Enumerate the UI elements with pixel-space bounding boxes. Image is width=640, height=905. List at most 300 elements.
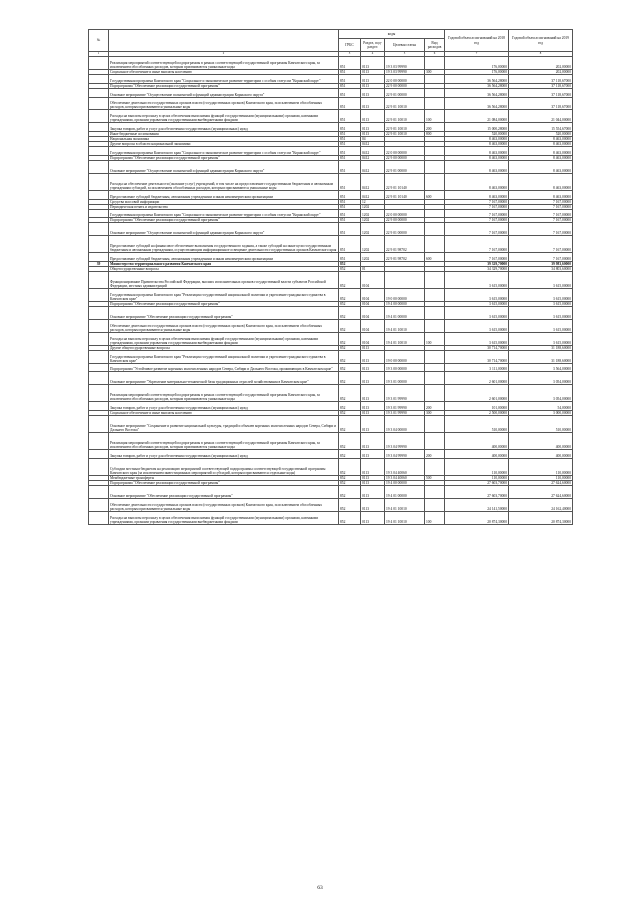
row-vid: 600	[425, 253, 445, 262]
row-number	[89, 307, 109, 320]
row-name: Государственная программа Камчатского края "Реализация государственной национальной политики и укрепление гражданского единства в Камчатском крае"	[109, 289, 339, 302]
row-grbs: 852	[339, 267, 361, 272]
row-name: Предоставление субсидий на финансовое обеспечение выполнения государственного задания, а также субсидий на иные цели государственным бюджетным и автономным учреждениям, осуществляющим информационное освещение деятельности государственных органов Камчатского края	[109, 236, 339, 253]
row-amount-2018: 34 329,70000	[445, 267, 509, 272]
row-number	[89, 190, 109, 199]
row-name: Подпрограмма "Обеспечение реализации государственной программы"	[109, 302, 339, 307]
row-vid: 100	[425, 511, 445, 524]
index-cell: 3	[339, 52, 361, 57]
row-grbs: 852	[339, 363, 361, 372]
row-amount-2018: 8 463,00000	[445, 142, 509, 147]
header-num: №	[89, 30, 109, 52]
row-number	[89, 110, 109, 123]
row-grbs: 851	[339, 155, 361, 160]
row-amount-2018: 20 874,30000	[445, 511, 509, 524]
row-amount-2018: 7 167,00000	[445, 236, 509, 253]
row-number	[89, 498, 109, 511]
row-number	[89, 511, 109, 524]
row-amount-2019: 54,00000	[509, 402, 573, 411]
row-number	[89, 350, 109, 363]
row-number	[89, 173, 109, 190]
index-cell: 4	[361, 52, 385, 57]
table-row	[89, 253, 573, 262]
row-grbs: 852	[339, 289, 361, 302]
row-vid: 200	[425, 450, 445, 459]
table-row	[89, 332, 573, 345]
row-name: Иные бюджетные ассигнования	[109, 132, 339, 137]
row-vid: 500	[425, 475, 445, 480]
row-razdel: 0104	[361, 289, 385, 302]
row-amount-2019: 3 615,00000	[509, 272, 573, 289]
header-codes: коды	[339, 30, 445, 39]
table-row	[89, 511, 573, 524]
row-amount-2018: 110,00000	[445, 475, 509, 480]
row-razdel: 1202	[361, 209, 385, 218]
row-name: Закупка товаров, работ и услуг для обеспечения государственных (муниципальных) нужд	[109, 450, 339, 459]
index-cell: 5	[385, 52, 425, 57]
row-amount-2018: 21 084,00000	[445, 110, 509, 123]
row-amount-2018: 8 463,00000	[445, 155, 509, 160]
row-number	[89, 74, 109, 83]
row-amount-2018: 176,00000	[445, 57, 509, 70]
row-grbs: 851	[339, 123, 361, 132]
row-razdel: 0104	[361, 320, 385, 333]
row-vid	[425, 416, 445, 433]
row-number	[89, 320, 109, 333]
row-name: Обеспечение деятельности государственных органов власти (государственных органов) Камчатского края, за исключением обособленных расходов, которым присваиваются уникальные коды	[109, 320, 339, 333]
row-target: 19 3 04 40060	[385, 475, 425, 480]
row-grbs: 852	[339, 332, 361, 345]
row-target: 22 9 01 00000	[385, 223, 425, 236]
table-row	[89, 416, 573, 433]
row-vid	[425, 236, 445, 253]
row-grbs: 851	[339, 199, 361, 204]
row-grbs: 851	[339, 253, 361, 262]
row-vid: 300	[425, 69, 445, 74]
row-vid	[425, 209, 445, 218]
row-razdel: 0113	[361, 458, 385, 475]
row-razdel: 0412	[361, 160, 385, 173]
row-grbs: 852	[339, 416, 361, 433]
row-razdel: 0113	[361, 385, 385, 402]
row-name: Государственная программа Камчатского края "Реализация государственной национальной политики и укрепление гражданского единства в Камчатском крае"	[109, 350, 339, 363]
row-amount-2019: 8 463,00000	[509, 137, 573, 142]
table-row	[89, 307, 573, 320]
row-target: 19 4 01 00000	[385, 486, 425, 499]
header-razdel: Раздел, под-раздел	[361, 39, 385, 52]
row-amount-2019: 400,00000	[509, 433, 573, 450]
row-amount-2018: 520,00000	[445, 132, 509, 137]
row-amount-2018: 8 463,00000	[445, 160, 509, 173]
row-vid	[425, 57, 445, 70]
row-amount-2019: 31 188,60000	[509, 345, 573, 350]
row-number	[89, 402, 109, 411]
row-vid	[425, 498, 445, 511]
index-cell: 6	[425, 52, 445, 57]
row-number	[89, 236, 109, 253]
row-amount-2018: 2 601,00000	[445, 372, 509, 385]
index-cell: 7	[445, 52, 509, 57]
table-row	[89, 458, 573, 475]
row-name: Реализация мероприятий соответствующей подпрограммы в рамках соответствующей государственной программы Камчатского края, за исключением обособленных расходов, которым присваиваются уникальные коды	[109, 57, 339, 70]
row-amount-2018: 7 167,00000	[445, 223, 509, 236]
row-amount-2019: 34 803,60000	[509, 267, 573, 272]
row-razdel: 0113	[361, 74, 385, 83]
row-target: 19 3 04 99990	[385, 450, 425, 459]
row-amount-2018: 36 564,28000	[445, 97, 509, 110]
row-number	[89, 147, 109, 156]
row-amount-2019: 20 874,30000	[509, 511, 573, 524]
row-grbs: 852	[339, 372, 361, 385]
row-target: 19 4 01 10010	[385, 498, 425, 511]
row-name: Подпрограмма "Обеспечение реализации государственной программы"	[109, 218, 339, 223]
row-number	[89, 97, 109, 110]
row-name: Основное мероприятие "Осуществление полномочий и функций администрации Корякского округа"	[109, 160, 339, 173]
row-name: Расходы на выплаты персоналу в целях обеспечения выполнения функций государственными (муниципальными) органами, казенными учреждениями, органами управления государственными внебюджетными фондами	[109, 332, 339, 345]
row-number	[89, 450, 109, 459]
header-grbs: ГРБС	[339, 39, 361, 52]
row-amount-2018: 8 463,00000	[445, 137, 509, 142]
row-amount-2018: 3 615,00000	[445, 272, 509, 289]
row-amount-2018: 27 603,70000	[445, 486, 509, 499]
row-target: 19 3 00 00000	[385, 363, 425, 372]
row-razdel: 0113	[361, 57, 385, 70]
row-amount-2018: 2 601,00000	[445, 385, 509, 402]
row-target: 22 9 00 00000	[385, 218, 425, 223]
row-vid: 200	[425, 402, 445, 411]
row-name: Министерство территориального развития Камчатского края	[109, 262, 339, 267]
row-target: 19 4 01 00000	[385, 307, 425, 320]
row-name: Другие общегосударственные вопросы	[109, 345, 339, 350]
row-amount-2018: 8 463,00000	[445, 147, 509, 156]
table-row	[89, 385, 573, 402]
row-target: 22 0 00 00000	[385, 74, 425, 83]
row-vid	[425, 433, 445, 450]
row-amount-2018: 110,00000	[445, 458, 509, 475]
row-amount-2018: 36 564,28000	[445, 88, 509, 97]
row-grbs: 852	[339, 302, 361, 307]
row-vid	[425, 350, 445, 363]
row-grbs: 851	[339, 160, 361, 173]
table-row	[89, 402, 573, 411]
row-amount-2018: 8 463,00000	[445, 173, 509, 190]
row-amount-2019: 510,00000	[509, 416, 573, 433]
table-row	[89, 160, 573, 173]
row-amount-2018: 30 714,70000	[445, 350, 509, 363]
row-name: Основное мероприятие "Укрепление материально-технической базы традиционных отраслей хозяйствования в Камчатском крае"	[109, 372, 339, 385]
row-razdel: 0412	[361, 190, 385, 199]
row-razdel: 0104	[361, 307, 385, 320]
row-target: 19 3 03 99990	[385, 57, 425, 70]
header-2018: Годовой объем ассигнований на 2018 год	[445, 30, 509, 52]
row-target	[385, 272, 425, 289]
row-razdel: 0412	[361, 173, 385, 190]
row-amount-2018: 176,00000	[445, 69, 509, 74]
row-razdel: 0104	[361, 332, 385, 345]
row-razdel: 0104	[361, 302, 385, 307]
row-target: 19 4 01 10010	[385, 320, 425, 333]
row-amount-2019: 37 118,67000	[509, 83, 573, 88]
row-grbs: 852	[339, 385, 361, 402]
row-grbs: 851	[339, 137, 361, 142]
row-vid	[425, 97, 445, 110]
row-target: 19 3 04 00000	[385, 416, 425, 433]
row-name: Реализация мероприятий соответствующей подпрограммы в рамках соответствующей государственной программы Камчатского края, за исключением обособленных расходов, которым присваиваются уникальные коды	[109, 433, 339, 450]
row-name: Предоставление субсидий бюджетным, автономным учреждениям и иным некоммерческим организациям	[109, 253, 339, 262]
table-row	[89, 498, 573, 511]
row-amount-2019: 3 615,00000	[509, 332, 573, 345]
row-name: Подпрограмма "Обеспечение реализации государственной программы"	[109, 83, 339, 88]
table-body	[89, 57, 573, 525]
row-amount-2018: 400,00000	[445, 450, 509, 459]
row-vid	[425, 458, 445, 475]
row-vid	[425, 272, 445, 289]
row-grbs: 851	[339, 69, 361, 74]
budget-table-sheet	[88, 29, 572, 525]
row-vid	[425, 160, 445, 173]
row-vid	[425, 372, 445, 385]
row-amount-2019: 8 463,00000	[509, 190, 573, 199]
row-grbs: 852	[339, 481, 361, 486]
row-amount-2018: 27 603,70000	[445, 481, 509, 486]
row-target: 22 9 01 10140	[385, 190, 425, 199]
row-name: Основное мероприятие "Осуществление полномочий и функций администрации Корякского округа"	[109, 223, 339, 236]
row-vid	[425, 223, 445, 236]
row-number	[89, 289, 109, 302]
row-grbs: 852	[339, 402, 361, 411]
row-target: 19 3 01 00000	[385, 372, 425, 385]
row-target: 19 4 01 10010	[385, 511, 425, 524]
row-name: Межбюджетные трансферты	[109, 475, 339, 480]
row-target: 22 9 01 10140	[385, 173, 425, 190]
table-row	[89, 372, 573, 385]
row-amount-2019: 3 054,00000	[509, 372, 573, 385]
row-amount-2019: 37 118,67000	[509, 88, 573, 97]
header-2019: Годовой объем ассигнований на 2019 год	[509, 30, 573, 52]
row-razdel: 0113	[361, 69, 385, 74]
row-razdel: 0113	[361, 110, 385, 123]
row-razdel: 0113	[361, 372, 385, 385]
row-amount-2019: 3 000,00000	[509, 411, 573, 416]
row-name: Периодическая печать и издательства	[109, 204, 339, 209]
row-grbs: 852	[339, 433, 361, 450]
row-number	[89, 209, 109, 218]
row-amount-2019: 27 624,60000	[509, 481, 573, 486]
row-amount-2019: 7 167,00000	[509, 236, 573, 253]
table-row	[89, 190, 573, 199]
table-row	[89, 88, 573, 97]
row-amount-2019: 7 167,00000	[509, 218, 573, 223]
row-name: Основное мероприятие "Сохранение и развитие национальной культуры, традиций и обычаев коренных малочисленных народов Севера, Сибири и Дальнего Востока"	[109, 416, 339, 433]
table-row	[89, 97, 573, 110]
table-row	[89, 123, 573, 132]
row-razdel: 0412	[361, 155, 385, 160]
row-amount-2018: 3 615,00000	[445, 332, 509, 345]
row-amount-2018: 15 000,28000	[445, 123, 509, 132]
row-grbs: 851	[339, 204, 361, 209]
row-vid	[425, 147, 445, 156]
row-grbs: 852	[339, 486, 361, 499]
row-amount-2019: 7 167,00000	[509, 223, 573, 236]
row-target: 22 9 00 00000	[385, 155, 425, 160]
row-grbs: 852	[339, 498, 361, 511]
row-amount-2018: 101,00000	[445, 402, 509, 411]
row-amount-2018: 7 167,00000	[445, 204, 509, 209]
row-target: 22 0 00 00000	[385, 209, 425, 218]
row-target: 19 3 04 99990	[385, 433, 425, 450]
row-target: 19 3 04 40060	[385, 458, 425, 475]
row-amount-2019: 7 167,00000	[509, 253, 573, 262]
row-razdel: 0113	[361, 83, 385, 88]
table-row	[89, 272, 573, 289]
row-amount-2018: 24 141,50000	[445, 498, 509, 511]
row-target: 22 9 01 98702	[385, 236, 425, 253]
row-vid	[425, 363, 445, 372]
row-razdel: 0113	[361, 475, 385, 480]
row-vid	[425, 385, 445, 402]
row-amount-2018: 3 615,00000	[445, 320, 509, 333]
row-grbs: 852	[339, 320, 361, 333]
row-vid	[425, 320, 445, 333]
row-target: 19 3 01 99990	[385, 402, 425, 411]
row-vid: 600	[425, 190, 445, 199]
row-amount-2019: 3 615,00000	[509, 307, 573, 320]
row-name: Национальная экономика	[109, 137, 339, 142]
table-row	[89, 236, 573, 253]
row-vid	[425, 289, 445, 302]
row-grbs: 852	[339, 345, 361, 350]
row-name: Подпрограмма "Устойчивое развитие коренных малочисленных народов Севера, Сибири и Дальнего Востока, проживающих в Камчатском крае"	[109, 363, 339, 372]
row-amount-2019: 110,00000	[509, 475, 573, 480]
row-name: Социальное обеспечение и иные выплаты населению	[109, 69, 339, 74]
row-target: 19 3 01 99990	[385, 411, 425, 416]
row-number	[89, 57, 109, 70]
row-grbs: 852	[339, 262, 361, 267]
row-amount-2019: 3 054,00000	[509, 385, 573, 402]
row-name: Функционирование Правительства Российской Федерации, высших исполнительных органов государственной власти субъектов Российской Федерации, местных администраций	[109, 272, 339, 289]
row-vid: 800	[425, 132, 445, 137]
row-amount-2019: 110,00000	[509, 458, 573, 475]
row-name: Расходы на выплаты персоналу в целях обеспечения выполнения функций государственными (муниципальными) органами, казенными учреждениями, органами управления государственными внебюджетными фондами	[109, 110, 339, 123]
row-amount-2019: 8 463,00000	[509, 147, 573, 156]
row-amount-2018: 7 167,00000	[445, 199, 509, 204]
row-number	[89, 433, 109, 450]
row-razdel: 0104	[361, 272, 385, 289]
row-target: 22 9 01 10010	[385, 123, 425, 132]
row-name: Реализация мероприятий соответствующей подпрограммы в рамках соответствующей государственной программы Камчатского края, за исключением обособленных расходов, которым присваиваются уникальные коды	[109, 385, 339, 402]
row-number	[89, 272, 109, 289]
row-razdel: 01	[361, 267, 385, 272]
row-amount-2018: 3 111,00000	[445, 363, 509, 372]
row-name: Субсидии местным бюджетам на реализацию мероприятий соответствующей подпрограммы соответствующей государственной программы Камчатского края (за исключением инвестиционных мероприятий и субсидий, которым присваиваются отдельные коды)	[109, 458, 339, 475]
row-grbs: 851	[339, 209, 361, 218]
row-number: 39	[89, 262, 109, 267]
row-amount-2019: 37 118,67000	[509, 97, 573, 110]
row-number	[89, 123, 109, 132]
row-amount-2019: 3 615,00000	[509, 302, 573, 307]
table-row	[89, 223, 573, 236]
row-amount-2019: 39 983,60000	[509, 262, 573, 267]
row-target: 19 4 00 00000	[385, 481, 425, 486]
row-razdel: 1202	[361, 253, 385, 262]
row-target: 22 9 01 98702	[385, 253, 425, 262]
index-cell: 8	[509, 52, 573, 57]
header-name	[109, 30, 339, 52]
row-vid: 200	[425, 123, 445, 132]
row-razdel: 12	[361, 199, 385, 204]
row-amount-2019: 3 615,00000	[509, 320, 573, 333]
row-grbs: 851	[339, 97, 361, 110]
row-target: 22 9 01 00000	[385, 160, 425, 173]
row-amount-2018: 2 500,00000	[445, 411, 509, 416]
index-cell: 2	[109, 52, 339, 57]
row-amount-2019: 15 554,67000	[509, 123, 573, 132]
row-number	[89, 88, 109, 97]
row-number	[89, 385, 109, 402]
row-amount-2019: 31 188,60000	[509, 350, 573, 363]
row-razdel: 0113	[361, 411, 385, 416]
row-amount-2019: 21 044,00000	[509, 110, 573, 123]
row-grbs: 851	[339, 147, 361, 156]
row-target: 22 9 00 00000	[385, 83, 425, 88]
row-vid	[425, 88, 445, 97]
row-target: 19 3 01 99990	[385, 385, 425, 402]
row-amount-2018: 3 615,00000	[445, 289, 509, 302]
row-razdel: 0113	[361, 345, 385, 350]
row-number	[89, 253, 109, 262]
row-grbs: 851	[339, 74, 361, 83]
row-name: Предоставление субсидий бюджетным, автономным учреждениям и иным некоммерческим организациям	[109, 190, 339, 199]
table-row	[89, 289, 573, 302]
table-row	[89, 74, 573, 83]
row-name: Общегосударственные вопросы	[109, 267, 339, 272]
row-name: Государственная программа Камчатского края "Социальное и экономическое развитие территории с особым статусом "Корякский округ"	[109, 74, 339, 83]
row-target: 19 4 00 00000	[385, 302, 425, 307]
row-razdel: 1202	[361, 218, 385, 223]
row-grbs: 851	[339, 218, 361, 223]
row-name: Закупка товаров, работ и услуг для обеспечения государственных (муниципальных) нужд	[109, 402, 339, 411]
header-target: Целевая статья	[385, 39, 425, 52]
row-name: Основное мероприятие "Обеспечение реализации государственной программы"	[109, 486, 339, 499]
row-target: 19 3 03 99990	[385, 69, 425, 74]
row-grbs: 851	[339, 132, 361, 137]
row-number	[89, 332, 109, 345]
row-amount-2019: 8 463,00000	[509, 173, 573, 190]
row-amount-2019: 8 463,00000	[509, 155, 573, 160]
row-razdel: 0113	[361, 132, 385, 137]
row-razdel: 0113	[361, 88, 385, 97]
row-name: Обеспечение деятельности государственных органов власти (государственных органов) Камчатского края, за исключением обособленных расходов, которым присваиваются уникальные коды	[109, 498, 339, 511]
table-row	[89, 486, 573, 499]
row-vid	[425, 307, 445, 320]
row-name: Средства массовой информации	[109, 199, 339, 204]
row-amount-2019: 7 167,00000	[509, 204, 573, 209]
row-vid	[425, 74, 445, 83]
table-row	[89, 147, 573, 156]
row-grbs: 852	[339, 458, 361, 475]
row-name: Основное мероприятие "Осуществление полномочий и функций администрации Корякского округа"	[109, 88, 339, 97]
row-target: 19 4 01 10010	[385, 332, 425, 345]
row-grbs: 852	[339, 307, 361, 320]
row-razdel: 0113	[361, 350, 385, 363]
row-vid: 100	[425, 110, 445, 123]
table-row	[89, 57, 573, 70]
row-number	[89, 363, 109, 372]
row-name: Подпрограмма "Обеспечение реализации государственной программы"	[109, 481, 339, 486]
row-razdel: 04	[361, 137, 385, 142]
row-number	[89, 372, 109, 385]
row-amount-2019: 202,00000	[509, 57, 573, 70]
